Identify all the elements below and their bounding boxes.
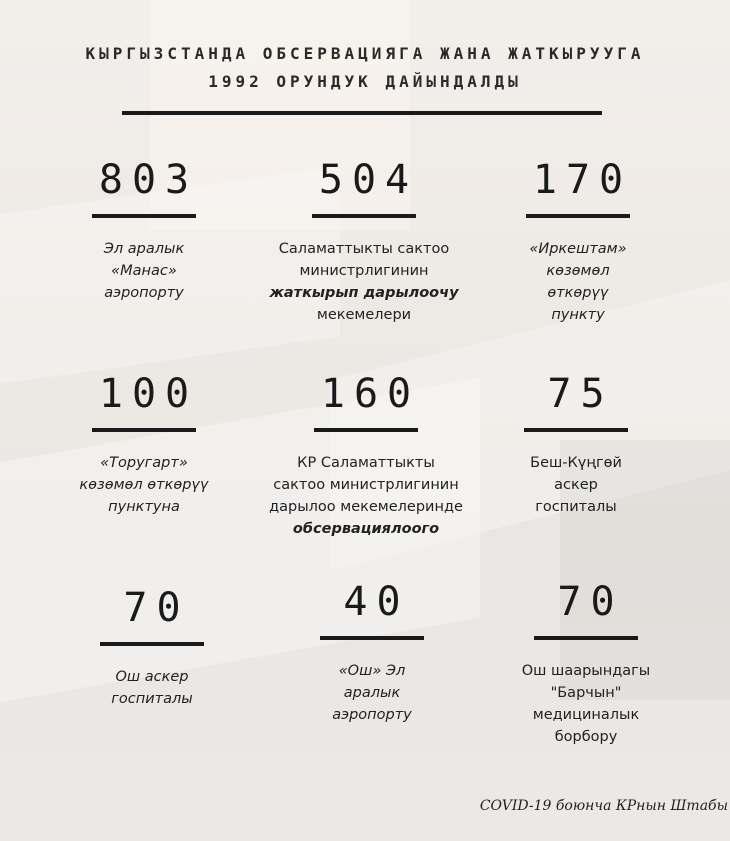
desc-line: КР Саламаттыкты xyxy=(297,455,435,471)
stat-osh-military xyxy=(42,584,262,710)
stat-underline xyxy=(320,636,424,640)
stat-underline xyxy=(312,214,416,218)
stat-number: 170 xyxy=(532,157,633,203)
stat-number: 100 xyxy=(98,371,199,417)
desc-line: госпиталы xyxy=(111,691,193,707)
desc-line: «Иркештам» xyxy=(529,241,627,257)
stat-number: 40 xyxy=(343,579,410,625)
stat-number: 70 xyxy=(557,579,624,625)
desc-line: аэропорту xyxy=(104,285,184,301)
stat-description xyxy=(34,452,254,518)
desc-line: Эл аралык xyxy=(103,241,185,257)
desc-line: пункту xyxy=(551,307,605,323)
stat-number: 504 xyxy=(318,157,419,203)
stat-besh-kungei xyxy=(466,370,686,518)
desc-line: Беш-Күңгөй xyxy=(530,455,622,471)
desc-bold: обсервациялоого xyxy=(292,521,440,537)
stat-manas xyxy=(34,156,254,304)
stat-number: 160 xyxy=(320,371,421,417)
source-caption: COVID-19 боюнча КРнын Штабы xyxy=(479,798,728,814)
desc-line: сактоо министрлигинин xyxy=(273,477,459,493)
stat-observation xyxy=(256,370,476,540)
stat-osh-airport xyxy=(262,578,482,726)
desc-line: "Барчын" xyxy=(550,685,622,701)
stat-number: 75 xyxy=(547,371,614,417)
desc-line: көзөмөл өткөрүү xyxy=(79,477,209,493)
title-underline xyxy=(122,111,602,115)
desc-line: министрлигинин xyxy=(299,263,429,279)
desc-line: медициналык xyxy=(532,707,640,723)
title-line-2: 1992 ОРУНДУК ДАЙЫНДАЛДЫ xyxy=(208,72,522,91)
desc-line: Ош шаарындагы xyxy=(521,663,651,679)
desc-line: пунктуна xyxy=(108,499,180,515)
stat-description xyxy=(262,660,482,726)
stat-underline xyxy=(524,428,628,432)
title-line-1: КЫРГЫЗСТАНДА ОБСЕРВАЦИЯГА ЖАНА ЖАТКЫРУУГА xyxy=(85,44,645,63)
desc-line: көзөмөл xyxy=(546,263,610,279)
stat-underline xyxy=(92,428,196,432)
stat-barchyn xyxy=(476,578,696,748)
stat-irkeshtam xyxy=(468,156,688,326)
stat-number: 803 xyxy=(98,157,199,203)
desc-line: борбору xyxy=(554,729,618,745)
stat-health-ministry xyxy=(254,156,474,326)
stat-underline xyxy=(534,636,638,640)
desc-line: госпиталы xyxy=(535,499,617,515)
desc-line: аскер xyxy=(554,477,598,493)
desc-line: аралык xyxy=(343,685,401,701)
stat-underline xyxy=(526,214,630,218)
desc-line: «Манас» xyxy=(111,263,177,279)
stat-description xyxy=(466,452,686,518)
desc-line: мекемелери xyxy=(316,307,412,323)
desc-line: «Ош» Эл xyxy=(338,663,406,679)
desc-line: Ош аскер xyxy=(115,669,189,685)
stat-description xyxy=(42,666,262,710)
stat-underline xyxy=(100,642,204,646)
desc-line: Саламаттыкты сактоо xyxy=(278,241,450,257)
page-title xyxy=(0,40,730,96)
stat-description xyxy=(256,452,476,540)
stat-description xyxy=(476,660,696,748)
desc-line: дарылоо мекемелеринде xyxy=(269,499,463,515)
desc-bold: жаткырып дарылоочу xyxy=(269,285,459,301)
stat-description xyxy=(468,238,688,326)
stat-torugart xyxy=(34,370,254,518)
desc-line: «Торугарт» xyxy=(100,455,188,471)
stat-underline xyxy=(92,214,196,218)
desc-line: өткөрүү xyxy=(547,285,609,301)
stat-underline xyxy=(314,428,418,432)
stat-number: 70 xyxy=(123,585,190,631)
stat-description xyxy=(34,238,254,304)
stat-description xyxy=(254,238,474,326)
desc-line: аэропорту xyxy=(332,707,412,723)
